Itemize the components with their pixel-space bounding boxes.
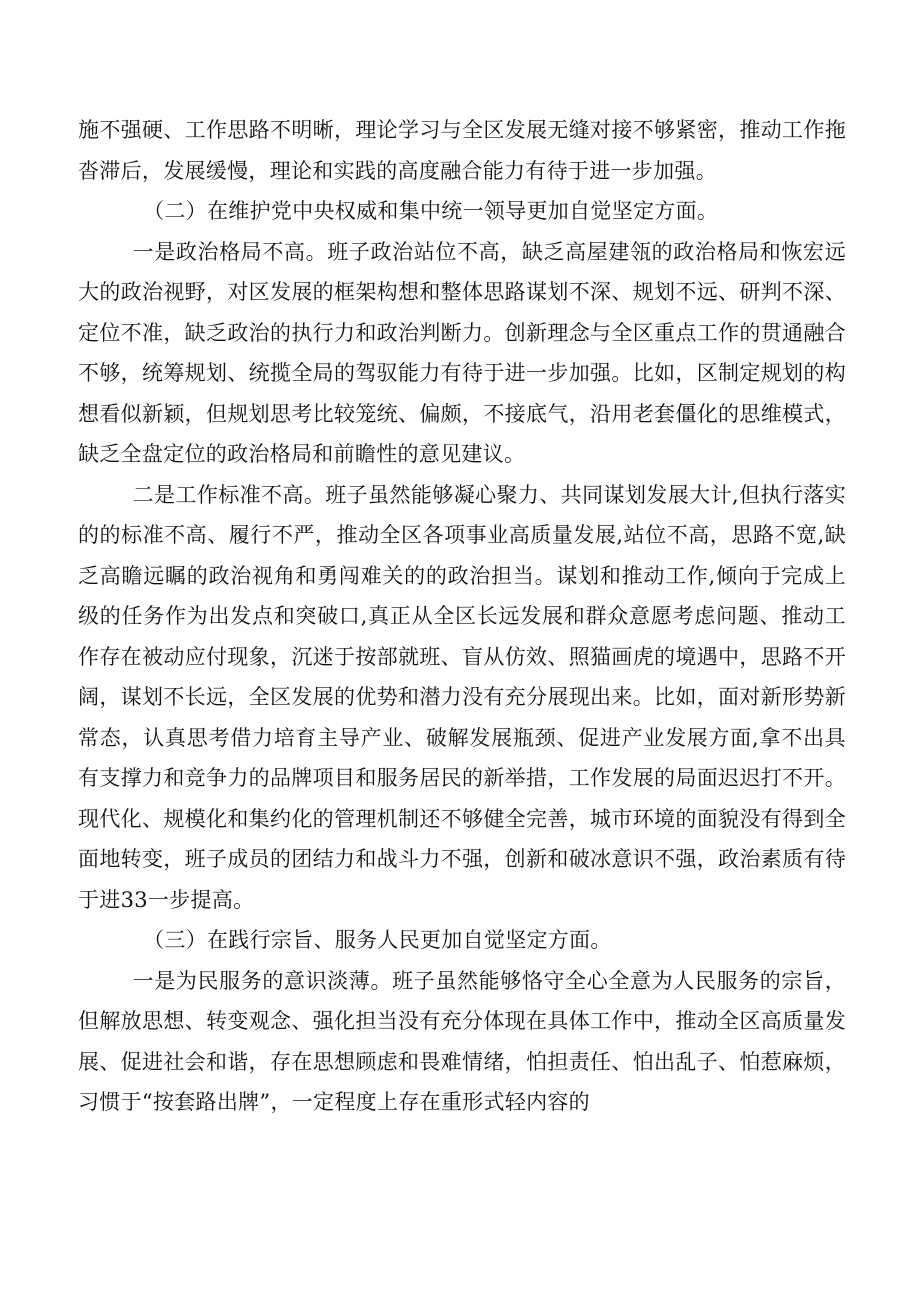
paragraph-continuation: 施不强硬、工作思路不明晰，理论学习与全区发展无缝对接不够紧密，推动工作拖沓滞后，发展缓慢，理论和实践的高度融合能力有待于进一步加强。 xyxy=(78,118,846,183)
paragraph-service-awareness: 一是为民服务的意识淡薄。班子虽然能够恪守全心全意为人民服务的宗旨，但解放思想、转变观念、强化担当没有充分体现在具体工作中，推动全区高质量发展、促进社会和谐，存在思想顾虑和畏难情绪，怕担责任、怕出乱子、怕惹麻烦，习惯于“按套路出牌”，一定程度上存在重形式轻内容的 xyxy=(78,968,846,1114)
section-heading-two: （二）在维护党中央权威和集中统一领导更加自觉坚定方面。 xyxy=(143,199,719,223)
paragraph-work-standard: 二是工作标准不高。班子虽然能够凝心聚力、共同谋划发展大计,但执行落实的的标准不高、履行不严，推动全区各项事业高质量发展,站位不高，思路不宽,缺乏高瞻远瞩的政治视角和勇闯难关的的政治担当。谋划和推动工作,倾向于完成上级的任务作为出发点和突破口,真正从全区长远发展和群众意愿考虑问题、推动工作存在被动应付现象，沉迷于按部就班、盲从仿效、照猫画虎的境遇中，思路不开阔，谋划不长远，全区发展的优势和潜力没有充分展现出来。比如，面对新形势新常态，认真思考借力培育主导产业、破解发展瓶颈、促进产业发展方面,拿不出具有支撑力和竞争力的品牌项目和服务居民的新举措，工作发展的局面迟迟打不开。现代化、规模化和集约化的管理机制还不够健全完善，城市环境的面貌没有得到全面地转变，班子成员的团结力和战斗力不强，创新和破冰意识不强，政治素质有待于进33一步提高。 xyxy=(78,482,846,912)
document-body xyxy=(78,110,846,1123)
section-heading-three: （三）在践行宗旨、服务人民更加自觉坚定方面。 xyxy=(143,928,612,952)
paragraph-political-pattern: 一是政治格局不高。班子政治站位不高，缺乏高屋建瓴的政治格局和恢宏远大的政治视野，对区发展的框架构想和整体思路谋划不深、规划不远、研判不深、定位不准，缺乏政治的执行力和政治判断力。创新理念与全区重点工作的贯通融合不够，统筹规划、统揽全局的驾驭能力有待于进一步加强。比如，区制定规划的构想看似新颖，但规划思考比较笼统、偏颇，不接底气，沿用老套僵化的思维模式，缺乏全盘定位的政治格局和前瞻性的意见建议。 xyxy=(78,239,846,466)
